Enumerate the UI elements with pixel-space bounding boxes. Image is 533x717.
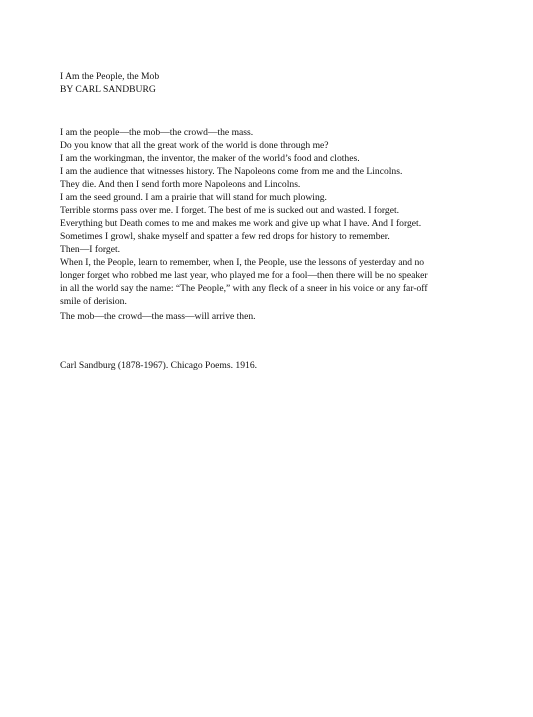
stanza-1 — [60, 126, 480, 191]
poem-line: Everything but Death comes to me and makes me work and give up what I have. And I forget. — [60, 218, 422, 230]
poem-line: longer forget who robbed me last year, who played me for a fool—then there will be no speaker — [60, 270, 428, 282]
poem-line: Sometimes I growl, shake myself and spatter a few red drops for history to remember. — [60, 231, 390, 243]
poem-line: smile of derision. — [60, 296, 127, 308]
poem-line: The mob—the crowd—the mass—will arrive then. — [60, 311, 256, 322]
stanza-4 — [60, 310, 480, 323]
stanza-3 — [60, 256, 480, 308]
poem-line: They die. And then I send forth more Napoleons and Lincolns. — [60, 179, 301, 191]
poem-header — [60, 70, 480, 96]
poem-line: Do you know that all the great work of the world is done through me? — [60, 140, 329, 152]
citation — [60, 359, 480, 372]
poem-line: Then—I forget. — [60, 244, 121, 256]
poem-byline: BY CARL SANDBURG — [60, 84, 156, 96]
poem-line: I am the people—the mob—the crowd—the mass. — [60, 127, 254, 138]
poem-line: I am the seed ground. I am a prairie that will stand for much plowing. — [60, 192, 327, 203]
poem-line: I am the audience that witnesses history. The Napoleons come from me and the Lincolns. — [60, 166, 403, 178]
poem-line: When I, the People, learn to remember, when I, the People, use the lessons of yesterday and no — [60, 257, 425, 268]
poem-line: in all the world say the name: “The People,” with any fleck of a sneer in his voice or any far-off — [60, 283, 428, 295]
poem-line: I am the workingman, the inventor, the maker of the world’s food and clothes. — [60, 153, 360, 165]
stanza-2 — [60, 191, 480, 256]
poem-line: Terrible storms pass over me. I forget. The best of me is sucked out and wasted. I forget. — [60, 205, 400, 217]
poem-title: I Am the People, the Mob — [60, 71, 160, 82]
citation-text: Carl Sandburg (1878-1967). Chicago Poems. 1916. — [60, 360, 258, 371]
